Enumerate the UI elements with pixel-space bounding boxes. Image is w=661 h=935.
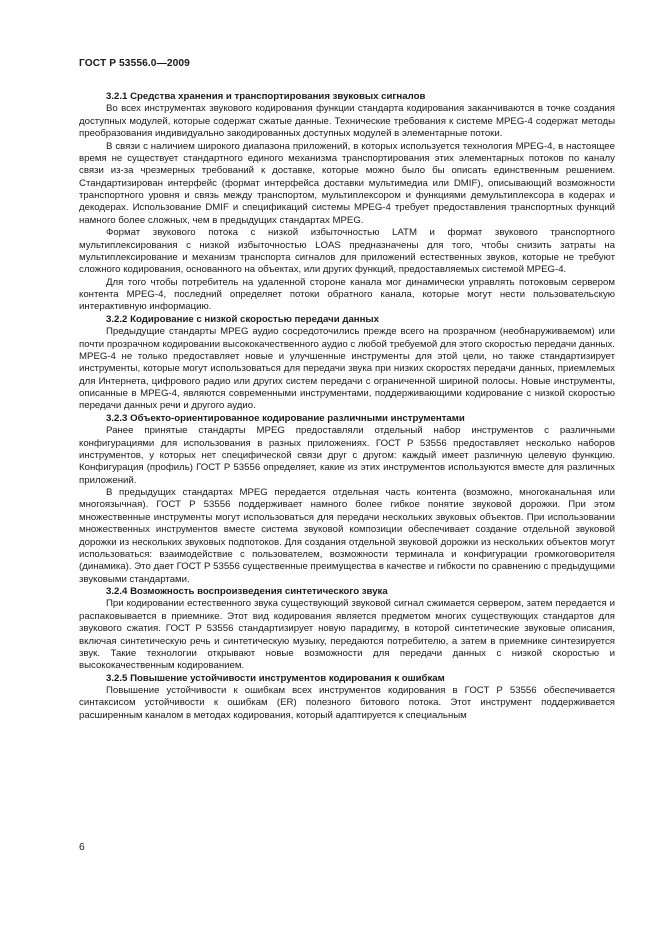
section-heading: 3.2.4 Возможность воспроизведения синтетического звука — [106, 586, 388, 597]
page-number: 6 — [79, 842, 85, 853]
paragraph: Предыдущие стандарты MPEG аудио сосредоточились прежде всего на прозрачном (необнаруживаемом) или почти прозрачном кодировании высококачественного аудио с любой требуемой для этого скоростью передачи данных. MPEG-4 не только предоставляет новые и улучшенные инструменты для этой цели, но также стандартизирует инструменты, которые могут использоваться для передачи звука при низких скоростях передачи данных, приемлемых для Интернета, цифрового радио или других систем передачи с ограниченной шириной полосы. Новые инструменты, описанные в MPEG-4, являются современными инструментами, поддерживающими кодирование с низкой скоростью передачи данных речи и другого аудио. — [79, 326, 615, 412]
section-heading: 3.2.5 Повышение устойчивости инструментов кодирования к ошибкам — [106, 672, 445, 684]
paragraph: В предыдущих стандартах MPEG передается отдельная часть контента (возможно, многоканальная или многоязычная). ГОСТ Р 53556 поддерживает намного более гибкое понятие звуковой дорожки. При этом множественные инструменты могут использоваться для передачи нескольких звуковых объектов. При использовании множественных инструментов вместе система звуковой композиции обеспечивает создание отдельной звуковой дорожки из нескольких звуковых подпотоков. Для создания отдельной звуковой дорожки из нескольких объектов могут использоваться: взаимодействие с пользователем, возможности терминала и конфигурации громкоговорителя (динамика). Это дает ГОСТ Р 53556 существенные преимущества в качестве и гибкости по сравнению с предыдущими звуковыми стандартами. — [79, 487, 615, 585]
section-heading: 3.2.3 Объекто-ориентированное кодирование различными инструментами — [106, 412, 465, 424]
paragraph: Во всех инструментах звукового кодирования функции стандарта кодирования заканчиваются в точке создания доступных модулей, которые содержат сжатые данные. Технические требования к системе MPEG-4 содержат методы преобразования индивидуально закодированных доступных модулей в элементарные потоки. — [79, 103, 615, 140]
paragraph: Формат звукового потока с низкой избыточностью LATM и формат звукового транспортного мультиплексирования с низкой избыточностью LOAS предназначены для того, чтобы снизить затраты на мультиплексирование и механизм транспорта сигналов для приложений естественных звуков, которые не требуют сложного кодирования, основанного на объектах, или других функций, предоставляемых системой MPEG-4. — [79, 227, 615, 276]
section-heading: 3.2.2 Кодирование с низкой скоростью передачи данных — [106, 313, 379, 325]
paragraph: Для того чтобы потребитель на удаленной стороне канала мог динамически управлять потоковым сервером контента MPEG-4, последний определяет потоки обратного канала, которые могут нести пользовательскую интерактивную информацию. — [79, 276, 615, 313]
paragraph: При кодировании естественного звука существующий звуковой сигнал сжимается сервером, затем передается и распаковывается в приемнике. Этот вид кодирования является предметом многих существующих стандартов для звукового сжатия. ГОСТ Р 53556 стандартизирует новую парадигму, в которой синтетические звуковые описания, включая синтетическую речь и синтетическую музыку, передаются потребителю, а затем в приемнике синтезируется звук. Такие технологии открывают новые возможности для передачи данных с низкой скоростью и высококачественным кодированием. — [79, 598, 615, 672]
document-body — [79, 91, 615, 722]
paragraph: В связи с наличием широкого диапазона приложений, в которых используется технология MPEG-4, в настоящее время не существует стандартного единого механизма транспортирования этих элементарных потоков по каналу связи из-за чрезмерных требований к доставке, которые можно было бы описать единственным решением. Стандартизирован интерфейс (формат интерфейса доставки мультимедиа или DMIF), описывающий возможности транспортного уровня и связь между транспортом, мультиплексором и функциями демультиплексора в кодерах и декодерах. Использование DMIF и спецификаций системы MPEG-4 требует предоставления транспортных функций намного более сложных, чем в предыдущих стандартах MPEG. — [79, 140, 615, 226]
document-header: ГОСТ Р 53556.0—2009 — [79, 58, 190, 69]
paragraph: Повышение устойчивости к ошибкам всех инструментов кодирования в ГОСТ Р 53556 обеспечивается синтаксисом устойчивости к ошибкам (ER) полезного битового потока. Этот инструмент поддерживается расширенным каналом в методах кодирования, который адаптируется к специальным — [79, 685, 615, 721]
section-heading: 3.2.1 Средства хранения и транспортирования звуковых сигналов — [106, 91, 426, 102]
paragraph: Ранее принятые стандарты MPEG предоставляли отдельный набор инструментов с различными конфигурациями для использования в разных приложениях. ГОСТ Р 53556 предоставляет несколько наборов инструментов, у которых нет специфической связи друг с другом: каждый имеет различную целевую функцию. Конфигурация (профиль) ГОСТ Р 53556 определяет, какие из этих инструментов используются вместе для различных приложений. — [79, 425, 615, 486]
